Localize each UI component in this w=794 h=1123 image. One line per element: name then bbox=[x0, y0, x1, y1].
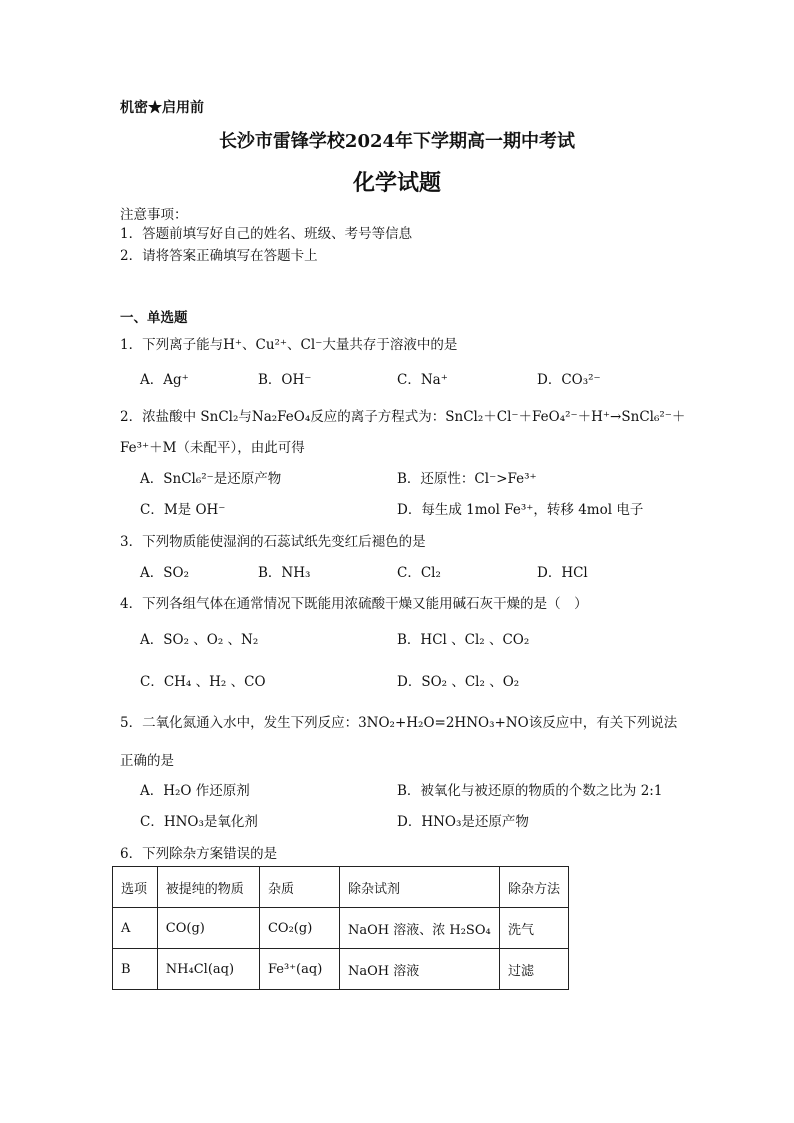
table-row bbox=[113, 949, 569, 990]
notice-item: 1．答题前填写好自己的姓名、班级、考号等信息 bbox=[120, 226, 413, 242]
question-stem: 1．下列离子能与H⁺、Cu²⁺、Cl⁻大量共存于溶液中的是 bbox=[120, 337, 458, 353]
option: C．Na⁺ bbox=[397, 372, 448, 388]
table-header-row bbox=[113, 867, 569, 908]
notice-heading: 注意事项： bbox=[120, 207, 188, 223]
question-stem: 6．下列除杂方案错误的是 bbox=[120, 846, 278, 862]
option: D．CO₃²⁻ bbox=[537, 372, 601, 388]
table-cell: 过滤 bbox=[499, 949, 568, 990]
option: A．Ag⁺ bbox=[140, 372, 189, 388]
confidential-label: 机密★启用前 bbox=[120, 100, 204, 116]
option: B．HCl 、Cl₂ 、CO₂ bbox=[397, 632, 530, 648]
table-cell: CO(g) bbox=[157, 908, 259, 949]
purification-table bbox=[112, 866, 569, 990]
school-title: 长沙市雷锋学校2024年下学期高一期中考试 bbox=[218, 131, 576, 152]
option: C．CH₄ 、H₂ 、CO bbox=[140, 674, 266, 690]
option: B．OH⁻ bbox=[258, 372, 312, 388]
option: A．SO₂ bbox=[140, 565, 189, 581]
table-cell: NaOH 溶液、浓 H₂SO₄ bbox=[340, 908, 500, 949]
table-header: 除杂试剂 bbox=[340, 867, 500, 908]
section-title: 一、单选题 bbox=[120, 310, 188, 326]
option: D．HCl bbox=[537, 565, 588, 581]
table-cell: 洗气 bbox=[499, 908, 568, 949]
table-header: 除杂方法 bbox=[499, 867, 568, 908]
question-stem: 正确的是 bbox=[120, 753, 174, 769]
option: A．SO₂ 、O₂ 、N₂ bbox=[140, 632, 259, 648]
table-cell: CO₂(g) bbox=[259, 908, 339, 949]
table-header: 被提纯的物质 bbox=[157, 867, 259, 908]
table-cell: NaOH 溶液 bbox=[340, 949, 500, 990]
option: A．SnCl₆²⁻是还原产物 bbox=[140, 471, 282, 487]
option: D．SO₂ 、Cl₂ 、O₂ bbox=[397, 674, 520, 690]
question-stem: 2．浓盐酸中 SnCl₂与Na₂FeO₄反应的离子方程式为：SnCl₂＋Cl⁻＋FeO₄²⁻＋H⁺→SnCl₆²⁻＋ bbox=[120, 409, 686, 425]
option: D．每生成 1mol Fe³⁺，转移 4mol 电子 bbox=[397, 502, 644, 518]
option: C．M是 OH⁻ bbox=[140, 502, 226, 518]
question-stem: 3．下列物质能使湿润的石蕊试纸先变红后褪色的是 bbox=[120, 534, 426, 550]
option: D．HNO₃是还原产物 bbox=[397, 814, 529, 830]
option: B．被氧化与被还原的物质的个数之比为 2:1 bbox=[397, 783, 663, 799]
option: A．H₂O 作还原剂 bbox=[140, 783, 250, 799]
option: C．Cl₂ bbox=[397, 565, 441, 581]
question-stem: Fe³⁺＋M（未配平），由此可得 bbox=[120, 440, 305, 456]
option: C．HNO₃是氧化剂 bbox=[140, 814, 258, 830]
table-header: 杂质 bbox=[259, 867, 339, 908]
question-stem: 5．二氧化氮通入水中，发生下列反应：3NO₂+H₂O=2HNO₃+NO该反应中，有关下列说法 bbox=[120, 715, 678, 731]
notice-item: 2．请将答案正确填写在答题卡上 bbox=[120, 248, 318, 264]
question-stem: 4．下列各组气体在通常情况下既能用浓硫酸干燥又能用碱石灰干燥的是（ ） bbox=[120, 596, 588, 612]
option: B．还原性：Cl⁻>Fe³⁺ bbox=[397, 471, 537, 487]
subject-title: 化学试题 bbox=[352, 170, 441, 196]
table-header: 选项 bbox=[113, 867, 158, 908]
table-row bbox=[113, 908, 569, 949]
table-cell: Fe³⁺(aq) bbox=[259, 949, 339, 990]
table-cell: A bbox=[113, 908, 158, 949]
table-cell: NH₄Cl(aq) bbox=[157, 949, 259, 990]
option: B．NH₃ bbox=[258, 565, 311, 581]
table-cell: B bbox=[113, 949, 158, 990]
